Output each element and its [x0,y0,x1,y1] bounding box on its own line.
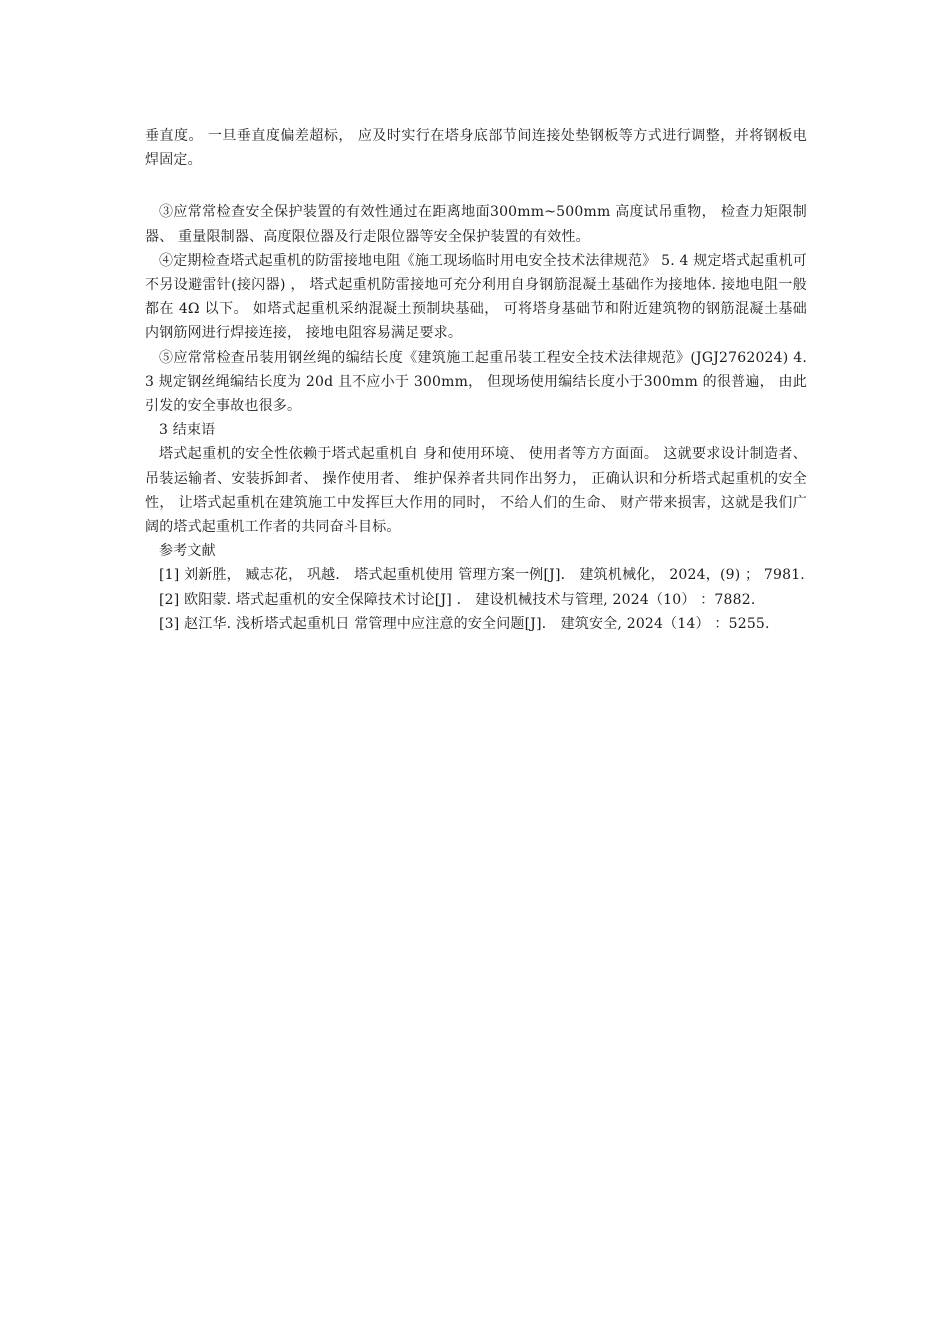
references-heading: 参考文献 [159,543,216,560]
paragraph-lightning-grounding: ④定期检查塔式起重机的防雷接地电阻《施工现场临时用电安全技术法律规范》 5. 4 规定塔式起重机可不另设避雷针(接闪器) ， 塔式起重机防雷接地可充分利用自身钢筋混凝土基础作为接地体. 接地电阻一般都在 4Ω 以下。 如塔式起重机采纳混凝土预制块基础， 可将塔身基础节和附近建筑物的钢筋混凝土基础内钢筋网进行焊接连接， 接地电阻容易满足要求。 [145,252,807,342]
reference-item: [2] 欧阳蒙. 塔式起重机的安全保障技术讨论[J] ． 建设机械技术与管理, 2024（10） ：7882. [159,591,756,608]
reference-item: [3] 赵江华. 浅析塔式起重机日 常管理中应注意的安全问题[J]． 建筑安全, 2024（14） ：5255. [159,615,770,632]
paragraph-conclusion: 塔式起重机的安全性依赖于塔式起重机自 身和使用环境、 使用者等方方面面。 这就要求设计制造者、 吊装运输者、安装拆卸者、 操作使用者、 维护保养者共同作出努力， 正确认识和分析塔式起重机的安全性， 让塔式起重机在建筑施工中发挥巨大作用的同时， 不给人们的生命、 财产带来损害，这就是我们广阔的塔式起重机工作者的共同奋斗目标。 [145,446,807,536]
paragraph-verticality: 垂直度。 一旦垂直度偏差超标， 应及时实行在塔身底部节间连接处垫钢板等方式进行调整，并将钢板电焊固定。 [145,128,807,169]
paragraph-safety-devices: ③应常常检查安全保护装置的有效性通过在距离地面300mm~500mm 高度试吊重物， 检查力矩限制器、 重量限制器、高度限位器及行走限位器等安全保护装置的有效性。 [145,204,807,245]
reference-item: [1] 刘新胜， 臧志花， 巩越． 塔式起重机使用 管理方案一例[J]． 建筑机械化， 2024，(9) ； 7981. [159,567,805,584]
section-heading-conclusion: 3 结束语 [159,422,216,439]
document-body [145,124,807,636]
paragraph-wire-rope: ⑤应常常检查吊装用钢丝绳的编结长度《建筑施工起重吊装工程安全技术法律规范》(JGJ2762024) 4. 3 规定钢丝绳编结长度为 20d 且不应小于 300mm， 但现场使用编结长度小于300mm 的很普遍， 由此引发的安全事故也很多。 [145,349,807,415]
paragraph-gap [145,172,807,200]
